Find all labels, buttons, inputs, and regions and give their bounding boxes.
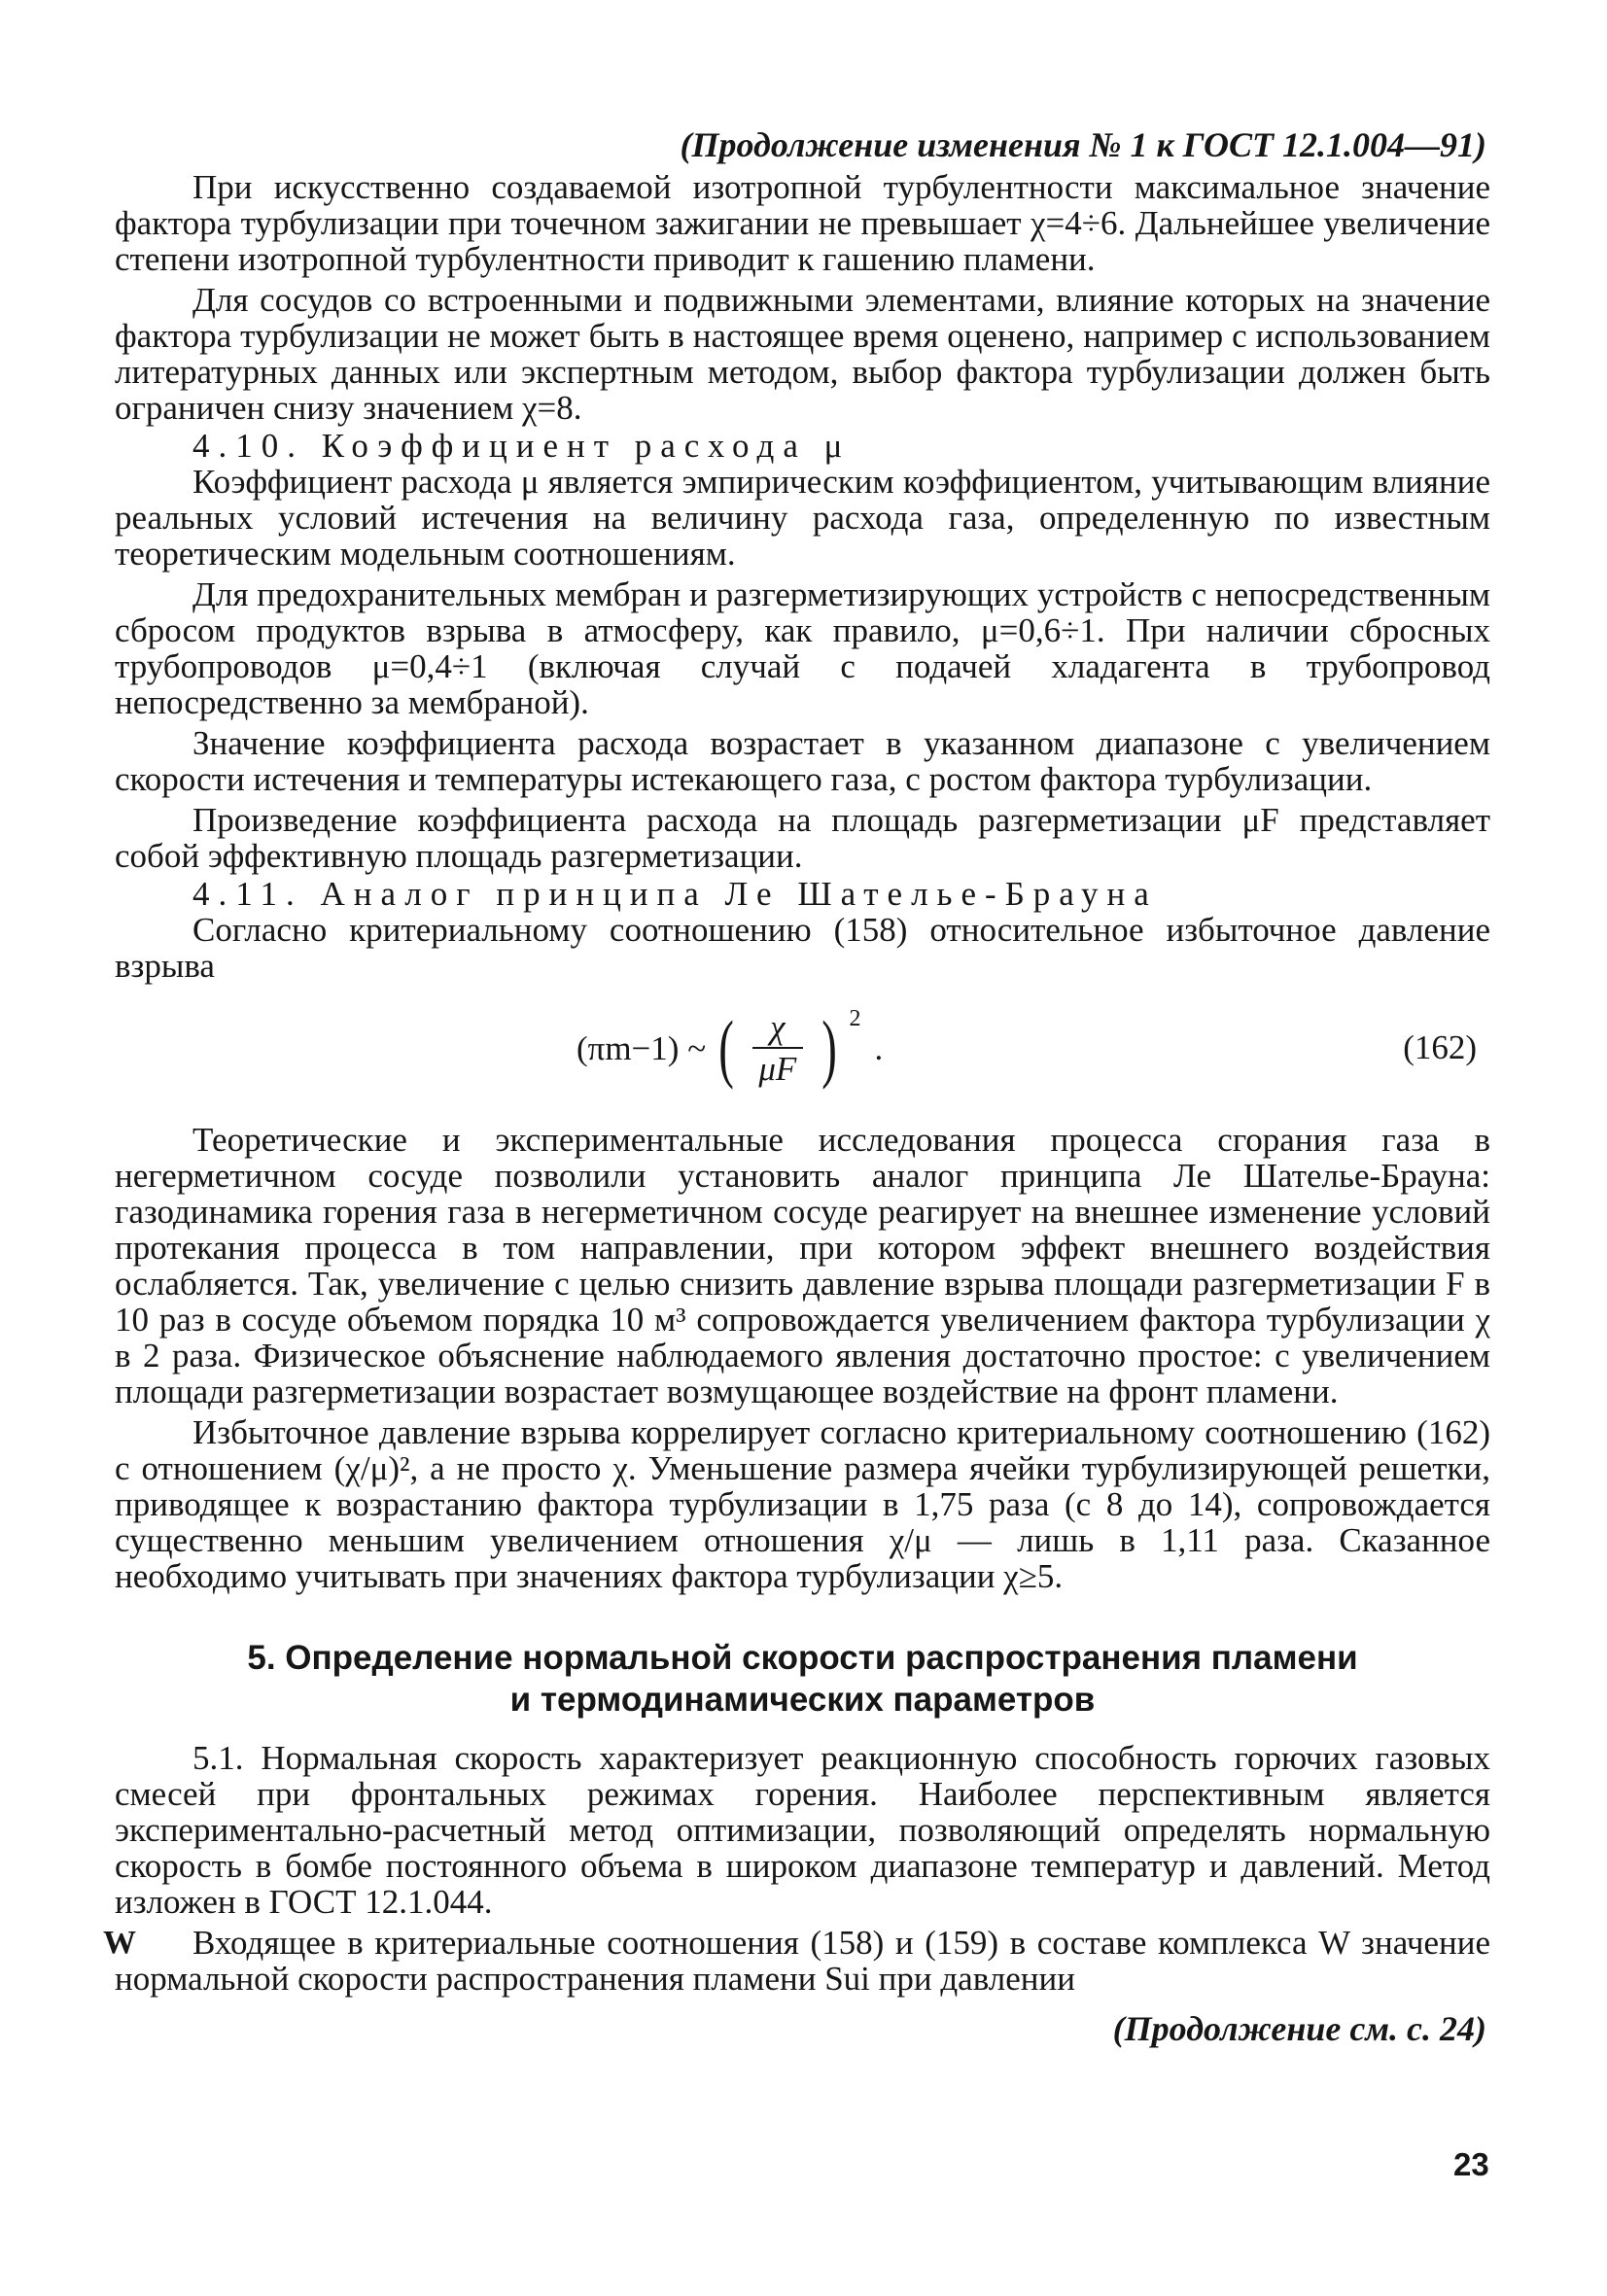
page-number: 23 bbox=[1453, 2146, 1489, 2182]
formula-162 bbox=[115, 999, 1490, 1096]
paragraph-le-chatelier: Теоретические и экспериментальные исследования процесса сгорания газа в негерметичном сосуде позволили установить аналог принципа Ле Шателье-Брауна: газодинамика горения газа в негерметичном сосуде реагирует на внешнее изменение условий протекания процесса в том направлении, при котором эффект внешнего воздействия ослабляется. Так, увеличение с целью снизить давление взрыва площади разгерметизации F в 10 раз в сосуде объемом порядка 10 м³ сопровождается увеличением фактора турбулизации χ в 2 раза. Физическое объяснение наблюдаемого явления достаточно простое: с увеличением площади разгерметизации возрастает возмущающее воздействие на фронт пламени. bbox=[115, 1121, 1490, 1410]
margin-mark-w: W bbox=[103, 1925, 136, 1961]
paragraph-membranes: Для предохранительных мембран и разгерметизирующих устройств с непосредственным сбросом продуктов взрыва в атмосферу, как правило, μ=0,6÷1. При наличии сбросных трубопроводов μ=0,4÷1 (включая случай с подачей хладагента в трубопровод непосредственно за мембраной). bbox=[115, 575, 1490, 721]
section-title-line-1: 5. Определение нормальной скорости распространения пламени bbox=[247, 1639, 1358, 1677]
subsection-heading-4-11: 4.11. Аналог принципа Ле Шателье-Брауна bbox=[192, 875, 1158, 913]
paragraph-vessel-elements: Для сосудов со встроенными и подвижными элементами, влияние которых на значение фактора турбулизации не может быть в настоящее время оценено, например с использованием литературных данных или экспертным методом, выбор фактора турбулизации должен быть ограничен снизу значением χ=8. bbox=[115, 281, 1490, 427]
formula-tail: . bbox=[874, 1028, 884, 1067]
paragraph-effective-area: Произведение коэффициента расхода на площадь разгерметизации μF представляет собой эффективную площадь разгерметизации. bbox=[115, 801, 1490, 875]
paragraph-normal-velocity: 5.1. Нормальная скорость характеризует реакционную способность горючих газовых смесей при фронтальных режимах горения. Наиболее перспективным является экспериментально-расчетный метод оптимизации, позволяющий определять нормальную скорость в бомбе постоянного объема в широком диапазоне температур и давлений. Метод изложен в ГОСТ 12.1.044. bbox=[115, 1739, 1490, 1921]
paragraph-turbulence-max: При искусственно создаваемой изотропной турбулентности максимальное значение фактора турбулизации при точечном зажигании не превышает χ=4÷6. Дальнейшее увеличение степени изотропной турбулентности приводит к гашению пламени. bbox=[115, 168, 1490, 278]
paragraph-criterial-intro: Согласно критериальному соотношению (158) относительное избыточное давление взрыва bbox=[115, 911, 1490, 985]
formula-left-side: (πm−1) ~ bbox=[576, 1028, 707, 1067]
paragraph-flow-coefficient: Коэффициент расхода μ является эмпирическим коэффициентом, учитывающим влияние реальных условий истечения на величину расхода газа, определенную по известным теоретическим модельным соотношениям. bbox=[115, 463, 1490, 573]
paragraph-coefficient-growth: Значение коэффициента расхода возрастает в указанном диапазоне с увеличением скорости истечения и температуры истекающего газа, с ростом фактора турбулизации. bbox=[115, 724, 1490, 798]
paragraph-criterial-velocity-block bbox=[103, 1924, 1490, 1998]
paragraph-criterial-velocity: Входящее в критериальные соотношения (158) и (159) в составе комплекса W значение нормальной скорости распространения пламени Sui при давлении bbox=[115, 1924, 1490, 1998]
section-title-line-2: и термодинамических параметров bbox=[509, 1681, 1096, 1719]
document-page bbox=[103, 124, 1490, 2049]
page-header: (Продолжение изменения № 1 к ГОСТ 12.1.004—91) bbox=[680, 125, 1486, 164]
continuation-note: (Продолжение см. с. 24) bbox=[1112, 2009, 1486, 2048]
formula-close-paren: ) bbox=[821, 1005, 837, 1090]
formula-open-paren: ( bbox=[718, 1005, 734, 1090]
section-5-title bbox=[115, 1637, 1490, 1721]
paragraph-overpressure: Избыточное давление взрыва коррелирует согласно критериальному соотношению (162) с отношением (χ/μ)², а не просто χ. Уменьшение размера ячейки турбулизирующей решетки, приводящее к возрастанию фактора турбулизации в 1,75 раза (с 8 до 14), сопровождается существенно меньшим увеличением отношения χ/μ — лишь в 1,11 раза. Сказанное необходимо учитывать при значениях фактора турбулизации χ≥5. bbox=[115, 1413, 1490, 1595]
equation-number: (162) bbox=[1403, 1028, 1477, 1066]
formula-fraction bbox=[752, 1009, 802, 1087]
formula-expression bbox=[576, 999, 883, 1096]
formula-exponent: 2 bbox=[849, 1005, 861, 1031]
formula-denominator: μF bbox=[758, 1050, 797, 1088]
subsection-heading-4-10: 4.10. Коэффициент расхода μ bbox=[192, 427, 852, 465]
formula-numerator: χ bbox=[752, 1009, 802, 1049]
